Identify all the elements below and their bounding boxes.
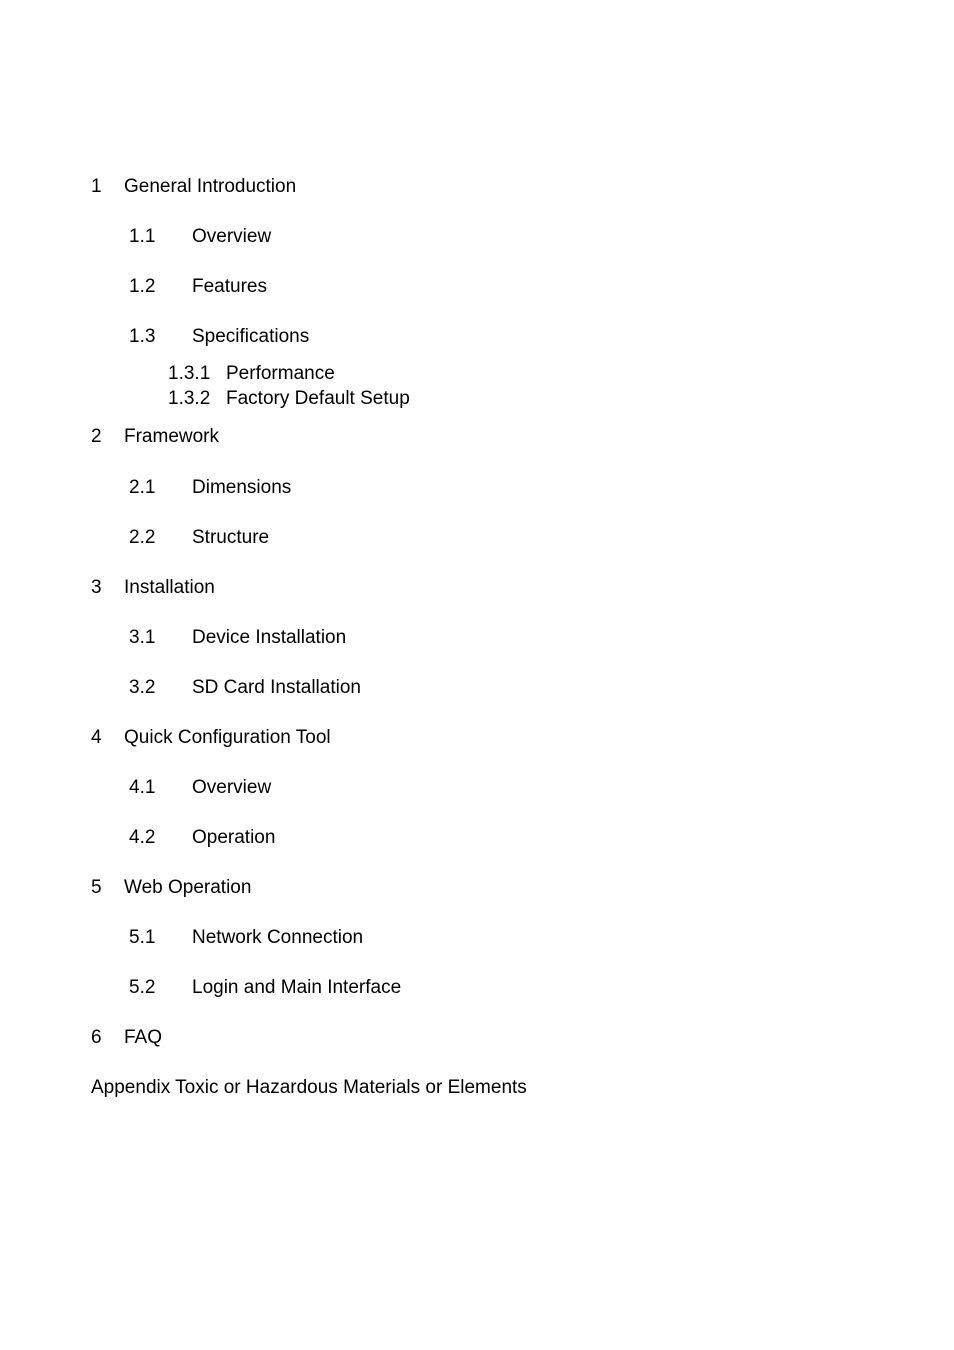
toc-entry-title: Device Installation (192, 627, 347, 648)
toc-entry-number: 5 (91, 877, 102, 898)
toc-entry-number: 1.2 (129, 276, 156, 297)
toc-entry-number: 1.3.2 (168, 388, 211, 409)
toc-entry-title: Overview (192, 777, 272, 798)
toc-entry-title: Features (192, 276, 267, 297)
toc-entry-title: Performance (226, 363, 335, 384)
toc-entry-title: Appendix Toxic or Hazardous Materials or Elements (91, 1077, 527, 1098)
toc-entry-title: Login and Main Interface (192, 977, 402, 998)
toc-entry-number: 1.3.1 (168, 363, 211, 384)
toc-entry-title: Factory Default Setup (226, 388, 410, 409)
toc-entry-number: 2 (91, 426, 102, 447)
toc-entry-number: 1.3 (129, 326, 156, 347)
toc-entry-title: Overview (192, 226, 272, 247)
toc-entry-number: 2.1 (129, 477, 156, 498)
toc-entry-title: Installation (124, 577, 215, 598)
toc-entry-title: FAQ (124, 1027, 163, 1048)
toc-entry-number: 5.2 (129, 977, 156, 998)
toc-entry-number: 4.2 (129, 827, 156, 848)
toc-entry-title: Web Operation (124, 877, 252, 898)
toc-entry-title: SD Card Installation (192, 677, 361, 698)
toc-entry-number: 5.1 (129, 927, 156, 948)
toc-entry-number: 3.1 (129, 627, 156, 648)
toc-entry-title: Framework (124, 426, 220, 447)
toc-entry-number: 3.2 (129, 677, 156, 698)
toc-entry-title: Network Connection (192, 927, 364, 948)
toc-entry-title: Operation (192, 827, 276, 848)
toc-entry-title: Structure (192, 527, 270, 548)
toc-entry-number: 4 (91, 727, 102, 748)
toc-entry-number: 1.1 (129, 226, 156, 247)
toc-entry-title: Quick Configuration Tool (124, 727, 331, 748)
toc-entry-title: Dimensions (192, 477, 292, 498)
toc-entry-number: 3 (91, 577, 102, 598)
toc-entry-title: Specifications (192, 326, 310, 347)
toc-entry-number: 4.1 (129, 777, 156, 798)
toc-entry-number: 2.2 (129, 527, 156, 548)
toc-entry-title: General Introduction (124, 176, 297, 197)
toc-entry-number: 1 (91, 176, 102, 197)
toc-entry-number: 6 (91, 1027, 102, 1048)
